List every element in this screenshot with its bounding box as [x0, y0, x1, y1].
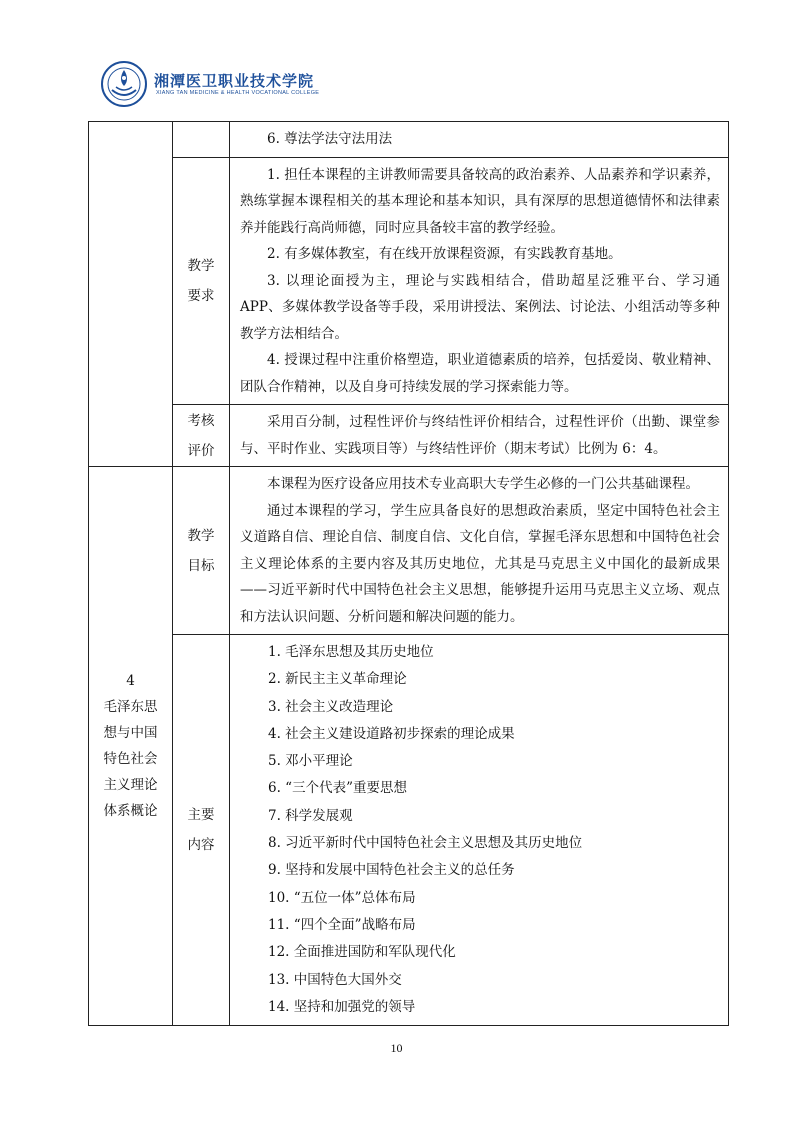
assessment-content	[230, 405, 729, 467]
teaching-requirements-content	[230, 157, 729, 405]
page-number: 10	[390, 1041, 403, 1055]
table-row	[89, 635, 729, 1026]
table-row	[89, 467, 729, 635]
label-line: 要求	[187, 287, 215, 304]
college-logo-icon	[100, 60, 148, 108]
label-line: 主要	[187, 807, 215, 824]
teaching-objectives-label	[173, 467, 230, 635]
teaching-objectives-content	[230, 467, 729, 635]
list-item: 8. 习近平新时代中国特色社会主义思想及其历史地位	[268, 835, 583, 852]
list-item: 9. 坚持和发展中国特色社会主义的总任务	[268, 862, 515, 879]
list-item: 10. “五位一体”总体布局	[268, 889, 416, 906]
assessment-paragraph: 采用百分制，过程性评价与终结性评价相结合，过程性评价（出勤、课堂参与、平时作业、实践项目等）与终结性评价（期末考试）比例为 6：4。	[240, 414, 720, 457]
course-number: 4	[126, 673, 135, 690]
list-item: 12. 全面推进国防和军队现代化	[268, 944, 456, 961]
row-label-empty	[173, 122, 230, 158]
requirement-paragraph: 3. 以理论面授为主，理论与实践相结合，借助超星泛雅平台、学习通 APP、多媒体教学设备等手段，采用讲授法、案例法、讨论法、小组活动等多种教学方法相结合。	[240, 272, 720, 342]
label-line: 教学	[187, 527, 215, 544]
top-row-content	[230, 122, 729, 158]
list-item: 6. “三个代表”重要思想	[268, 780, 407, 797]
list-item: 7. 科学发展观	[268, 807, 353, 824]
table-row	[89, 405, 729, 467]
assessment-label	[173, 405, 230, 467]
list-item: 13. 中国特色大国外交	[268, 971, 402, 988]
label-line: 教学	[187, 257, 215, 274]
course-name-line: 想与中国	[103, 725, 158, 742]
teaching-requirements-label	[173, 157, 230, 405]
label-line: 评价	[187, 442, 215, 459]
course-name-line: 体系概论	[103, 803, 158, 820]
course-name-line: 主义理论	[103, 777, 158, 794]
list-item: 3. 社会主义改造理论	[268, 698, 394, 715]
list-item: 5. 邓小平理论	[268, 753, 353, 770]
label-line: 考核	[187, 412, 215, 429]
list-item: 6. 尊法学法守法用法	[267, 131, 393, 147]
table-row	[89, 157, 729, 405]
requirement-paragraph: 2. 有多媒体教室，有在线开放课程资源，有实践教育基地。	[267, 246, 622, 262]
list-item: 1. 毛泽东思想及其历史地位	[268, 644, 434, 660]
objective-paragraph: 通过本课程的学习，学生应具备良好的思想政治素质，坚定中国特色社会主义道路自信、理论自信、制度自信、文化自信，掌握毛泽东思想和中国特色社会主义理论体系的主要内容及其历史地位，尤其是马克思主义中国化的最新成果——习近平新时代中国特色社会主义思想，能够提升运用马克思主义立场、观点和方法认识问题、分析问题和解决问题的能力。	[240, 502, 720, 625]
list-item: 4. 社会主义建设道路初步探索的理论成果	[268, 725, 515, 742]
course-table	[88, 121, 729, 1026]
course-name-line: 特色社会	[103, 751, 158, 768]
label-line: 目标	[187, 557, 215, 574]
school-name-en: XIANG TAN MEDICINE & HEALTH VOCATIONAL COLLEGE	[156, 90, 320, 96]
course-name-line: 毛泽东思	[103, 699, 158, 716]
list-item: 2. 新民主主义革命理论	[268, 671, 407, 688]
main-content-label	[173, 635, 230, 1026]
course-4-cell	[89, 467, 173, 1026]
main-content-list	[230, 635, 729, 1026]
requirement-paragraph: 4. 授课过程中注重价格塑造，职业道德素质的培养，包括爱岗、敬业精神、团队合作精神，以及自身可持续发展的学习探索能力等。	[240, 352, 720, 395]
requirement-paragraph: 1. 担任本课程的主讲教师需要具备较高的政治素养、人品素养和学识素养，熟练掌握本课程相关的基本理论和基本知识，具有深厚的思想道德情怀和法律素养并能践行高尚师德，同时应具备较丰富的教学经验。	[240, 166, 720, 236]
page-header	[100, 60, 360, 112]
label-line: 内容	[187, 837, 215, 854]
course-cell-empty	[89, 122, 173, 467]
school-name: 湘潭医卫职业技术学院	[154, 72, 315, 90]
table-row	[89, 122, 729, 158]
list-item: 14. 坚持和加强党的领导	[268, 998, 416, 1015]
objective-paragraph: 本课程为医疗设备应用技术专业高职大专学生必修的一门公共基础课程。	[267, 476, 699, 492]
list-item: 11. “四个全面”战略布局	[268, 916, 416, 933]
